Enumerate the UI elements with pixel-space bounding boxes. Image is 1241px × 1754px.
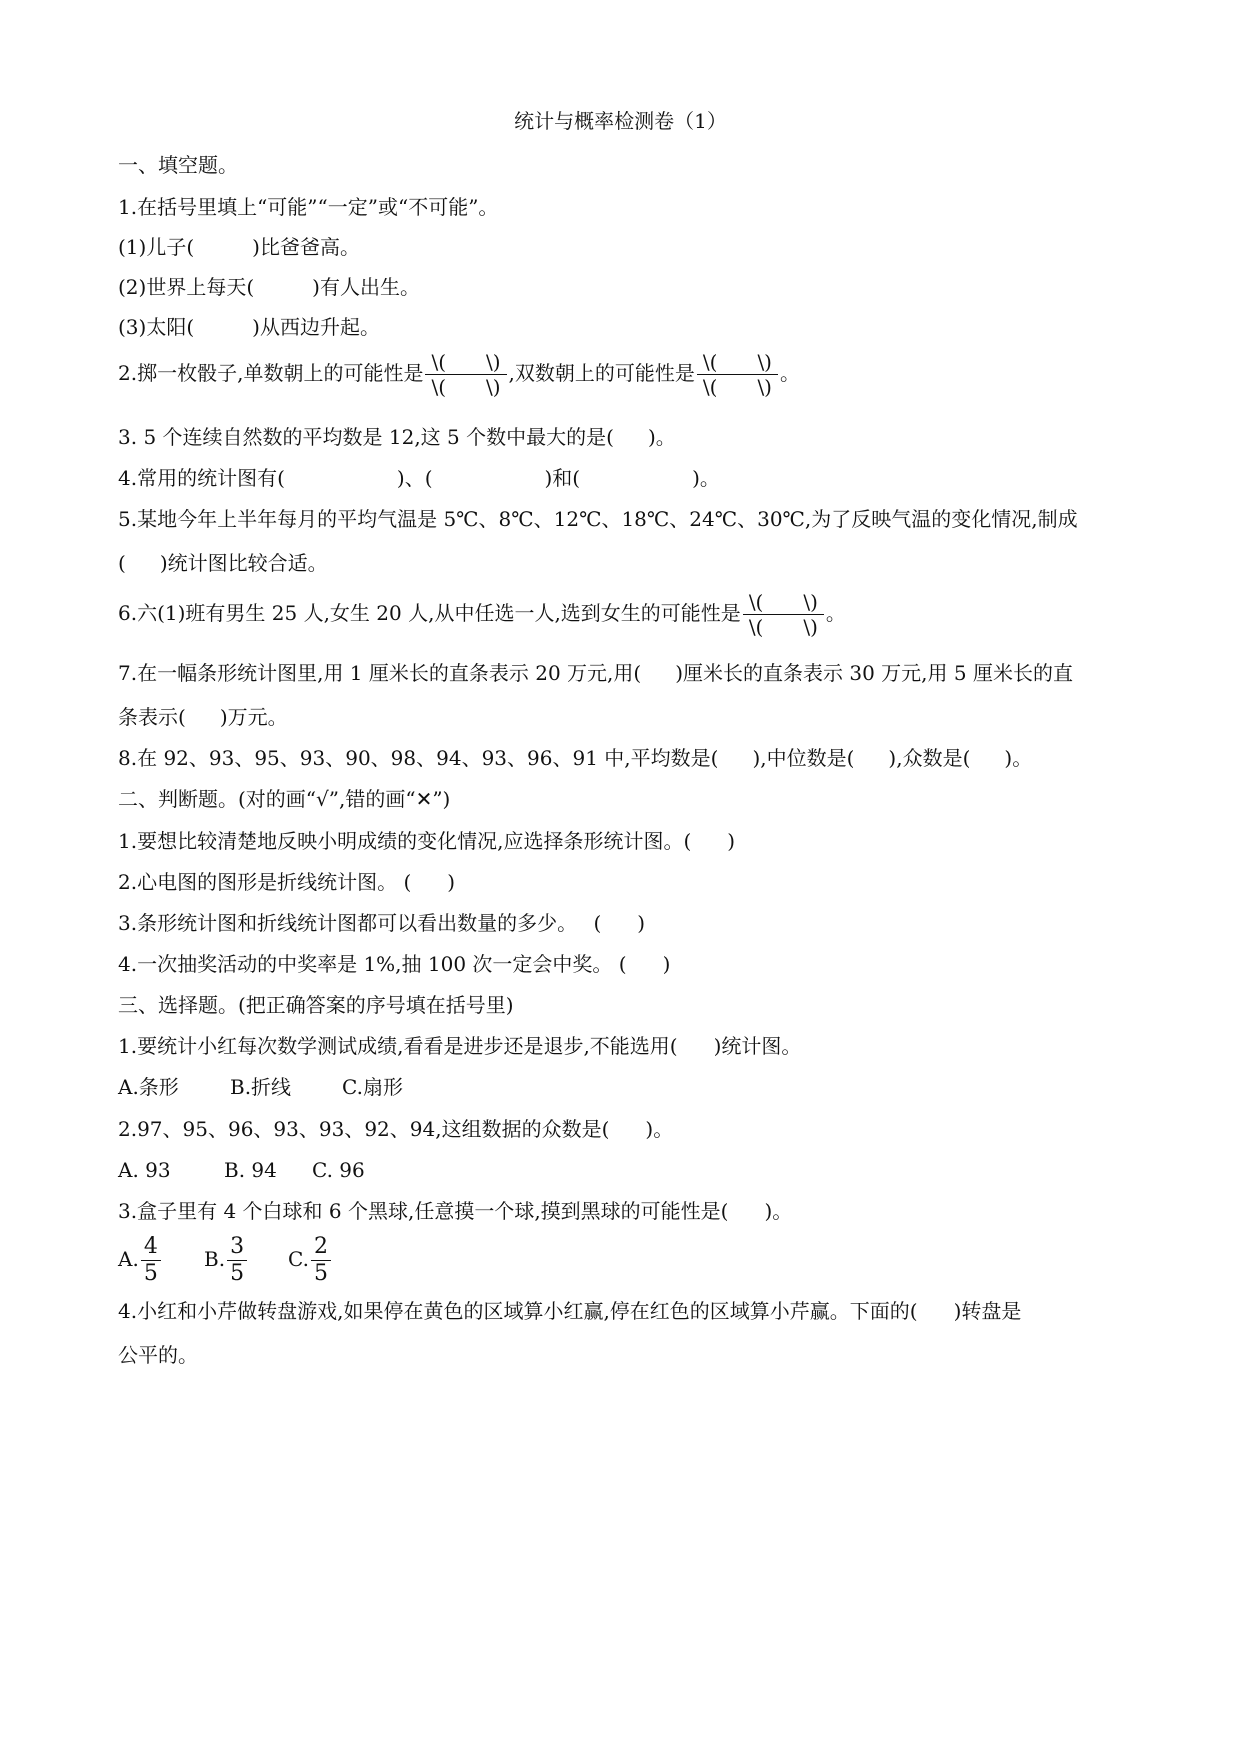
q1-4 (118, 465, 1123, 491)
fraction-numerator: 4 (141, 1234, 161, 1261)
q2-4 (118, 951, 1123, 977)
text: ),中位数是( (752, 746, 855, 770)
q1-5-line1: 5.某地今年上半年每月的平均气温是 5℃、8℃、12℃、18℃、24℃、30℃,为了反映气温的变化情况,制成 (118, 507, 1078, 531)
option-fraction (141, 1234, 161, 1287)
q1-8 (118, 745, 1123, 771)
text: (3)太阳( (118, 315, 195, 339)
fraction-denominator: \( \) (748, 615, 818, 639)
q3-1 (118, 1033, 1123, 1059)
text: )。 (645, 1117, 674, 1141)
text: 条表示( (118, 705, 186, 729)
text: )。 (647, 425, 676, 449)
option-a[interactable] (118, 1234, 204, 1287)
q1-3 (118, 424, 1123, 450)
q1-7-line1 (118, 660, 1123, 686)
text: 4.小红和小芹做转盘游戏,如果停在黄色的区域算小红赢,停在红色的区域算小芹赢。下面的( (118, 1299, 918, 1323)
q2-3 (118, 910, 1123, 936)
q3-1-options (118, 1074, 1123, 1100)
section3-heading: 三、选择题。(把正确答案的序号填在括号里) (118, 993, 514, 1017)
text: )万元。 (219, 705, 288, 729)
option-c[interactable]: C.扇形 (342, 1075, 403, 1099)
q2-1 (118, 828, 1123, 854)
q3-4-line1 (118, 1298, 1123, 1324)
section1-heading: 一、填空题。 (118, 153, 238, 177)
text: )。 (1004, 746, 1033, 770)
text: 1.要统计小红每次数学测试成绩,看看是进步还是退步,不能选用( (118, 1034, 678, 1058)
text: 3.条形统计图和折线统计图都可以看出数量的多少。 ( (118, 911, 602, 935)
fraction-numerator: 2 (311, 1234, 331, 1261)
text: )比爸爸高。 (252, 235, 360, 259)
fraction-denominator: \( \) (431, 375, 501, 399)
text: 1.要想比较清楚地反映小明成绩的变化情况,应选择条形统计图。( (118, 829, 692, 853)
option-c[interactable] (288, 1234, 331, 1287)
text: 。 (780, 361, 800, 385)
q3-4-line2: 公平的。 (118, 1343, 198, 1367)
q2-2 (118, 869, 1123, 895)
text: )、( (396, 466, 433, 490)
text: ) (727, 829, 736, 853)
option-a[interactable]: A. 93 (118, 1158, 171, 1182)
fraction-blank[interactable] (697, 350, 778, 399)
fraction-denominator: 5 (313, 1261, 328, 1286)
q1-2 (118, 350, 1123, 399)
text: ) (447, 870, 456, 894)
q1-6 (118, 590, 1123, 639)
text: )。 (764, 1199, 793, 1223)
fraction-blank[interactable] (425, 350, 506, 399)
text: 4.常用的统计图有( (118, 466, 285, 490)
q3-2-options (118, 1157, 1123, 1183)
fraction-numerator: \( \) (425, 350, 506, 375)
fraction-denominator: \( \) (702, 375, 772, 399)
text: 2.掷一枚骰子,单数朝上的可能性是 (118, 361, 424, 385)
q1-1-stem: 1.在括号里填上“可能”“一定”或“不可能”。 (118, 195, 499, 219)
q3-3-options (118, 1234, 1123, 1287)
text: 3.盒子里有 4 个白球和 6 个黑球,任意摸一个球,摸到黑球的可能性是( (118, 1199, 729, 1223)
q1-5-line2 (118, 550, 1123, 576)
fraction-numerator: \( \) (697, 350, 778, 375)
q1-1-c (118, 314, 1123, 340)
section2-heading: 二、判断题。(对的画“√”,错的画“✕”) (118, 787, 451, 811)
fraction-denominator: 5 (143, 1261, 158, 1286)
text: ),众数是( (888, 746, 971, 770)
page-title: 统计与概率检测卷（1） (514, 109, 727, 133)
text: ,双数朝上的可能性是 (508, 361, 695, 385)
fraction-numerator: \( \) (743, 590, 824, 615)
fraction-numerator: 3 (227, 1234, 247, 1261)
text: 6.六(1)班有男生 25 人,女生 20 人,从中任选一人,选到女生的可能性是 (118, 601, 741, 625)
option-a[interactable]: A.条形 (118, 1075, 179, 1099)
text: (2)世界上每天( (118, 275, 255, 299)
fraction-denominator: 5 (230, 1261, 245, 1286)
text: 。 (825, 601, 846, 625)
text: ( (118, 551, 126, 575)
q1-1-a (118, 234, 1123, 260)
q1-7-line2 (118, 704, 1123, 730)
text: (1)儿子( (118, 235, 195, 259)
text: )。 (692, 466, 720, 490)
option-fraction (311, 1234, 331, 1287)
text: )有人出生。 (312, 275, 420, 299)
fraction-blank[interactable] (743, 590, 824, 639)
text: 4.一次抽奖活动的中奖率是 1%,抽 100 次一定会中奖。 ( (118, 952, 627, 976)
text: 2.心电图的图形是折线统计图。 ( (118, 870, 412, 894)
option-c[interactable]: C. 96 (312, 1158, 365, 1182)
option-label: B. (204, 1247, 226, 1271)
text: ) (637, 911, 646, 935)
text: 7.在一幅条形统计图里,用 1 厘米长的直条表示 20 万元,用( (118, 661, 642, 685)
text: 3. 5 个连续自然数的平均数是 12,这 5 个数中最大的是( (118, 425, 614, 449)
text: 2.97、95、96、93、93、92、94,这组数据的众数是( (118, 1117, 610, 1141)
q3-2 (118, 1116, 1123, 1142)
text: )统计图。 (713, 1034, 802, 1058)
option-b[interactable]: B.折线 (230, 1075, 292, 1099)
q1-1-b (118, 274, 1123, 300)
option-label: C. (288, 1247, 309, 1271)
option-label: A. (118, 1247, 139, 1271)
option-b[interactable] (204, 1234, 288, 1287)
text: )和( (544, 466, 581, 490)
text: )厘米长的直条表示 30 万元,用 5 厘米长的直 (675, 661, 1073, 685)
text: 8.在 92、93、95、93、90、98、94、93、96、91 中,平均数是( (118, 746, 719, 770)
text: ) (662, 952, 671, 976)
option-fraction (227, 1234, 247, 1287)
option-b[interactable]: B. 94 (224, 1158, 277, 1182)
text: )转盘是 (953, 1299, 1022, 1323)
text: )从西边升起。 (252, 315, 380, 339)
q3-3 (118, 1198, 1123, 1224)
text: )统计图比较合适。 (159, 551, 328, 575)
